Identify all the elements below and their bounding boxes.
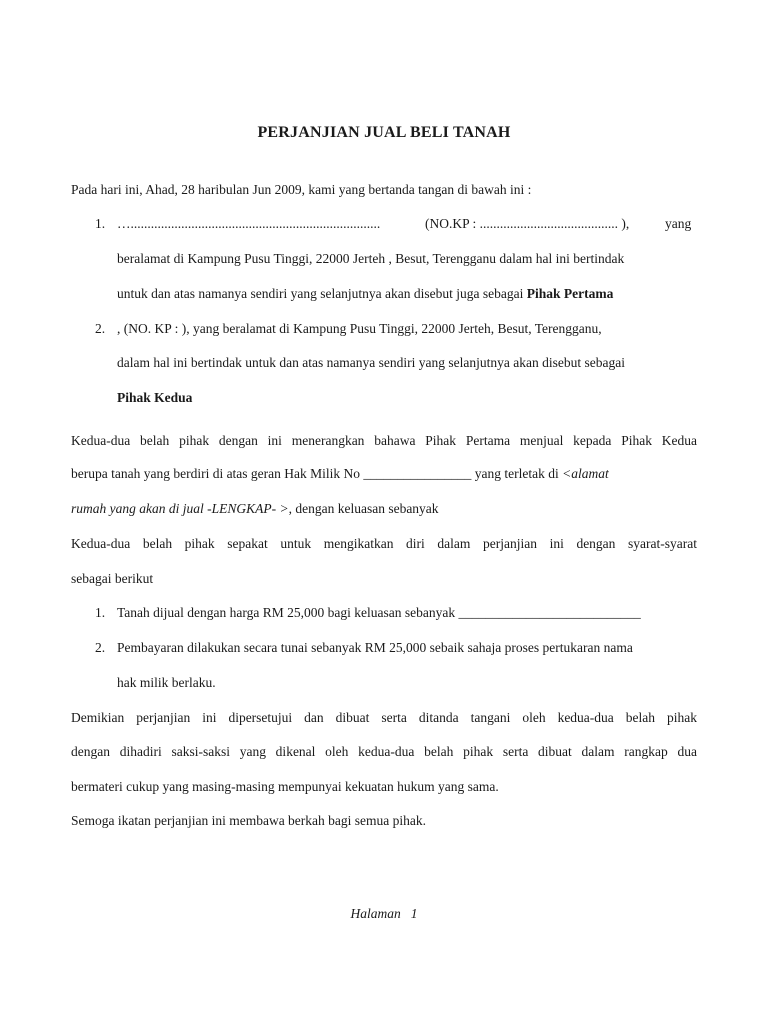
term-2-line1: Pembayaran dilakukan secara tunai sebanyak RM 25,000 sebaik sahaja proses pertukaran nama	[117, 640, 633, 655]
party-2-line1: , (NO. KP : ), yang beralamat di Kampung Pusu Tinggi, 22000 Jerteh, Besut, Terengganu,	[117, 321, 602, 336]
term-2-number: 2.	[95, 640, 106, 655]
para4-text: Semoga ikatan perjanjian ini membawa berkah bagi semua pihak.	[71, 813, 427, 828]
party-1-role-line	[117, 285, 613, 303]
party-1-line1-end: yang	[665, 216, 692, 231]
para1-line1: Kedua-dua belah pihak dengan ini menerangkan bahawa Pihak Pertama menjual kepada Pihak Kedua	[71, 433, 697, 448]
party-1-role-name: Pihak Pertama	[526, 286, 614, 301]
party-1-name-blank: …..........................................................................	[117, 216, 381, 231]
party-1-role-text: untuk dan atas namanya sendiri yang selanjutnya akan disebut juga sebagai	[117, 286, 527, 301]
party-2-line2: dalam hal ini bertindak untuk dan atas namanya sendiri yang selanjutnya akan disebut sebagai	[117, 355, 625, 370]
para1-address-placeholder-start: <alamat	[562, 466, 609, 481]
para3-line3: bermateri cukup yang masing-masing mempunyai kekuatan hukum yang sama.	[71, 779, 499, 794]
para1-address-placeholder: rumah yang akan di jual -LENGKAP- >	[71, 501, 289, 516]
para1-line3-text: , dengan keluasan sebanyak	[288, 501, 439, 516]
party-2-number: 2.	[95, 321, 106, 336]
party-1-address: beralamat di Kampung Pusu Tinggi, 22000 Jerteh , Besut, Terengganu dalam hal ini bertindak	[117, 251, 625, 266]
intro-text: Pada hari ini, Ahad, 28 haribulan Jun 2009, kami yang bertanda tangan di bawah ini :	[71, 182, 532, 197]
para1-line2-text: berupa tanah yang berdiri di atas geran Hak Milik No ________________ yang terletak di	[71, 466, 563, 481]
party-2-role-name: Pihak Kedua	[117, 390, 193, 405]
para1-line3	[71, 500, 439, 518]
para2-line2: sebagai berikut	[71, 571, 154, 586]
para2-line1: Kedua-dua belah pihak sepakat untuk mengikatkan diri dalam perjanjian ini dengan syarat-syarat	[71, 536, 697, 551]
para3-line2: dengan dihadiri saksi-saksi yang dikenal oleh kedua-dua belah pihak serta dibuat dalam rangkap dua	[71, 744, 697, 759]
party-1-id-blank: (NO.KP : ......................................... ),	[425, 216, 630, 231]
para1-line2	[71, 465, 609, 483]
document-title: PERJANJIAN JUAL BELI TANAH	[257, 124, 511, 141]
term-2-line2: hak milik berlaku.	[117, 675, 216, 690]
footer-label: Halaman	[350, 906, 401, 921]
para3-line1: Demikian perjanjian ini dipersetujui dan dibuat serta ditanda tangani oleh kedua-dua belah pihak	[71, 710, 697, 725]
term-1-number: 1.	[95, 605, 106, 620]
party-1-number: 1.	[95, 216, 106, 231]
footer-page-number: 1	[410, 906, 418, 921]
page-footer	[0, 906, 768, 922]
term-1-text: Tanah dijual dengan harga RM 25,000 bagi keluasan sebanyak ___________________________	[117, 605, 641, 620]
